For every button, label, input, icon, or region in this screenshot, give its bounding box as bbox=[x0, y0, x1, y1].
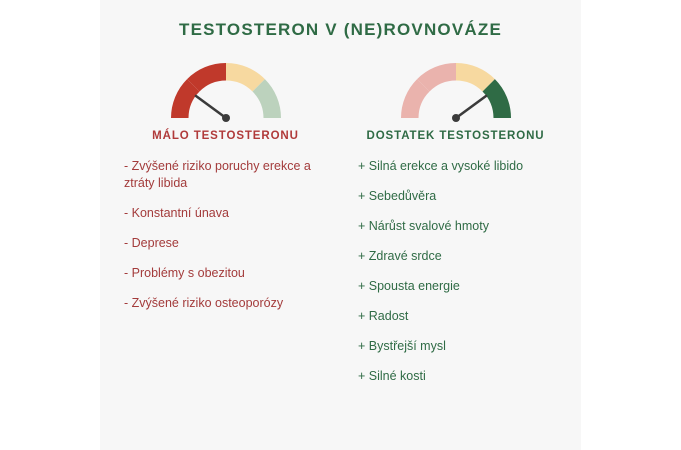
list-item: - Konstantní únava bbox=[124, 206, 229, 220]
list-item: + Radost bbox=[358, 309, 409, 323]
list-low-symptoms bbox=[112, 158, 343, 312]
gauge-low-icon bbox=[161, 60, 291, 122]
list-item: + Silné kosti bbox=[358, 369, 426, 383]
list-item: + Zdravé srdce bbox=[358, 249, 442, 263]
list-item: - Zvýšené riziko poruchy erekce a ztráty libida bbox=[124, 159, 311, 190]
list-item: + Sebedůvěra bbox=[358, 189, 437, 203]
list-item: + Nárůst svalové hmoty bbox=[358, 219, 489, 233]
list-item: + Spousta energie bbox=[358, 279, 460, 293]
list-item: + Silná erekce a vysoké libido bbox=[358, 159, 524, 173]
page-title: TESTOSTERON V (NE)ROVNOVÁZE bbox=[178, 20, 502, 39]
heading-enough-testosterone: DOSTATEK TESTOSTERONU bbox=[366, 130, 545, 142]
gauge-low-wrap bbox=[108, 60, 343, 122]
content-panel bbox=[100, 0, 581, 450]
list-high-benefits bbox=[346, 158, 573, 385]
heading-low-testosterone: MÁLO TESTOSTERONU bbox=[152, 130, 299, 142]
list-item: - Deprese bbox=[124, 236, 179, 250]
list-item: + Bystřejší mysl bbox=[358, 339, 446, 353]
list-item: - Zvýšené riziko osteoporózy bbox=[124, 296, 284, 310]
gauge-high-wrap bbox=[338, 60, 573, 122]
column-enough-testosterone bbox=[338, 60, 573, 398]
column-low-testosterone bbox=[108, 60, 343, 325]
list-item: - Problémy s obezitou bbox=[124, 266, 245, 280]
gauge-high-icon bbox=[391, 60, 521, 122]
